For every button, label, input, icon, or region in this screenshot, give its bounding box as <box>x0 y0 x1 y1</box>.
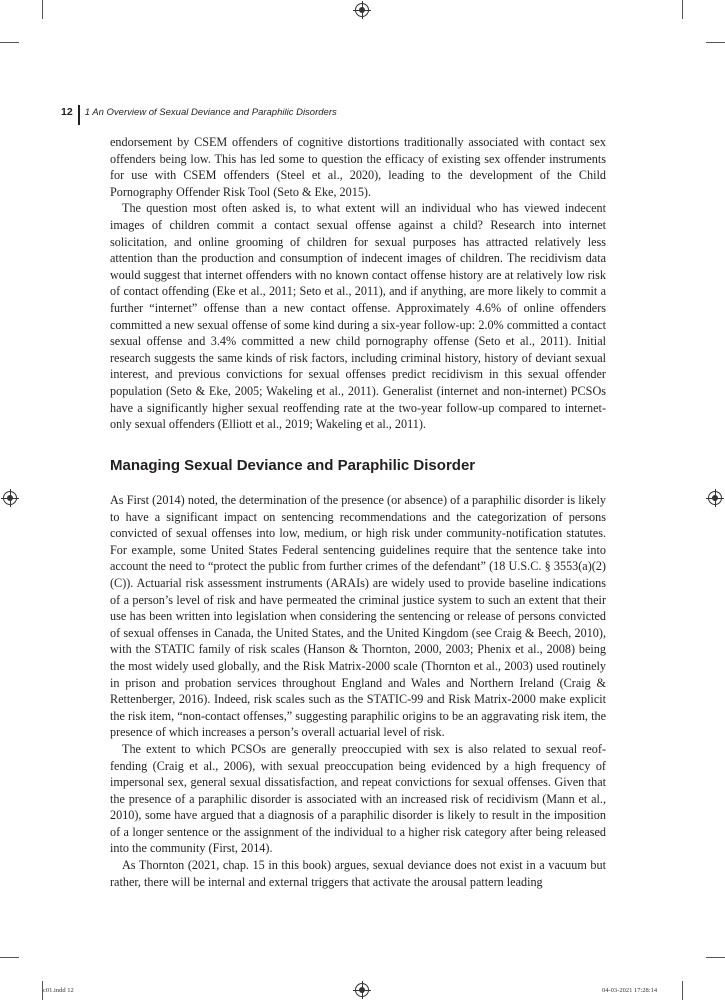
running-head-rule <box>78 105 80 125</box>
body-text-bottom <box>110 492 606 890</box>
registration-mark-icon <box>708 491 722 505</box>
page-number: 12 <box>61 106 73 118</box>
paragraph: endorsement by CSEM offenders of cognitive distortions traditionally associated with contact sex offenders being low. This has led some to question the efficacy of existing sex offender instruments for use with CSEM offenders (Steel et al., 2020), leading to the development of the Child Pornography Offender Risk Tool (Seto & Eke, 2015). <box>110 135 606 199</box>
crop-mark-right-lower <box>706 957 725 958</box>
crop-mark-bottom-right <box>682 981 683 1000</box>
running-head <box>61 102 337 122</box>
paragraph: The question most often asked is, to what extent will an individual who has viewed indecent images of children commit a contact sexual offense against a child? Research into internet solicitation, and online grooming of children for sexual purposes has attracted relatively less attention than the production and consumption of indecent images of children. The recidivism data would suggest that internet offenders with no known contact offense history are at relatively low risk of contact offending (Eke et al., 2011; Seto et al., 2011), and if anything, are more likely to commit a further “internet” offense than a new contact offense. Approximately 4.6% of online offenders committed a new sexual offense of some kind during a six-year follow-up: 2.0% committed a contact sexual offense and 3.4% committed a new child pornography offense (Seto et al., 2011). Initial research suggests the same kinds of risk factors, including criminal history, history of deviant sexual interest, and previous convictions for sexual offenses predict recidivism in this sexual offender population (Seto & Eke, 2005; Wakeling et al., 2011). Generalist (internet and non-internet) PCSOs have a significantly higher sexual reoffending rate at the two-year follow-up compared to internet-only sexual offenders (Elliott et al., 2019; Wakeling et al., 2011). <box>110 201 606 432</box>
chapter-title: 1 An Overview of Sexual Deviance and Paraphilic Disorders <box>84 106 337 118</box>
paragraph: As Thornton (2021, chap. 15 in this book) argues, sexual deviance does not exist in a vacuum but rather, there will be internal and external triggers that activate the arousal pattern leading <box>110 858 606 889</box>
paragraph: The extent to which PCSOs are generally preoccupied with sex is also related to sexual reoffending (Craig et al., 2006), with sexual preoccupation being evidenced by a high frequency of impersonal sex, general sexual dissatisfaction, and repeat convictions for sexual offenses. Given that the presence of a paraphilic disorder is associated with an increased risk of recidivism (Mann et al., 2010), some have argued that a diagnosis of a paraphilic disorder is likely to result in the imposition of a longer sentence or the assignment of the individual to a higher risk category after being released into the community (First, 2014). <box>110 741 606 856</box>
crop-mark-left-upper <box>0 42 19 43</box>
registration-mark-icon <box>355 983 369 997</box>
registration-mark-icon <box>3 491 17 505</box>
section-heading: Managing Sexual Deviance and Paraphilic Disorder <box>110 457 476 474</box>
slug-timestamp: 04-03-2021 17:28:14 <box>602 987 658 994</box>
crop-mark-top-left <box>42 0 43 19</box>
registration-mark-icon <box>355 3 369 17</box>
slug-file: c01.indd 12 <box>43 987 74 994</box>
body-text-top <box>110 134 606 433</box>
crop-mark-right-upper <box>706 42 725 43</box>
crop-mark-left-lower <box>0 957 19 958</box>
crop-mark-top-right <box>682 0 683 19</box>
paragraph: As First (2014) noted, the determination of the presence (or absence) of a paraphilic disorder is likely to have a significant impact on sentencing recommendations and the categorization of persons convicted of sexual offenses into low, medium, or high risk under community-notification statutes. For example, some United States Federal sentencing guidelines require that the sentence take into account the need to “protect the public from further crimes of the defendant” (18 U.S.C. § 3553(a)(2)(C)). Actuarial risk assessment instruments (ARAIs) are widely used to provide baseline indications of a person’s level of risk and have permeated the criminal justice system to such an extent that their use has been written into legislation when considering the sentencing or release of persons convicted of sexual offenses in Canada, the United States, and the United Kingdom (see Craig & Beech, 2010), with the STATIC family of risk scales (Hanson & Thornton, 2000, 2003; Phenix et al., 2008) being the most widely used globally, and the Risk Matrix-2000 scale (Thornton et al., 2003) used routinely in prison and probation services throughout England and Wales and Northern Ireland (Craig & Rettenberger, 2016). Indeed, risk scales such as the STATIC-99 and Risk Matrix-2000 make explicit the risk item, “non-contact offenses,” suggesting paraphilic origins to be an aggravating risk item, the presence of which increases a person’s overall actuarial level of risk. <box>110 493 606 740</box>
